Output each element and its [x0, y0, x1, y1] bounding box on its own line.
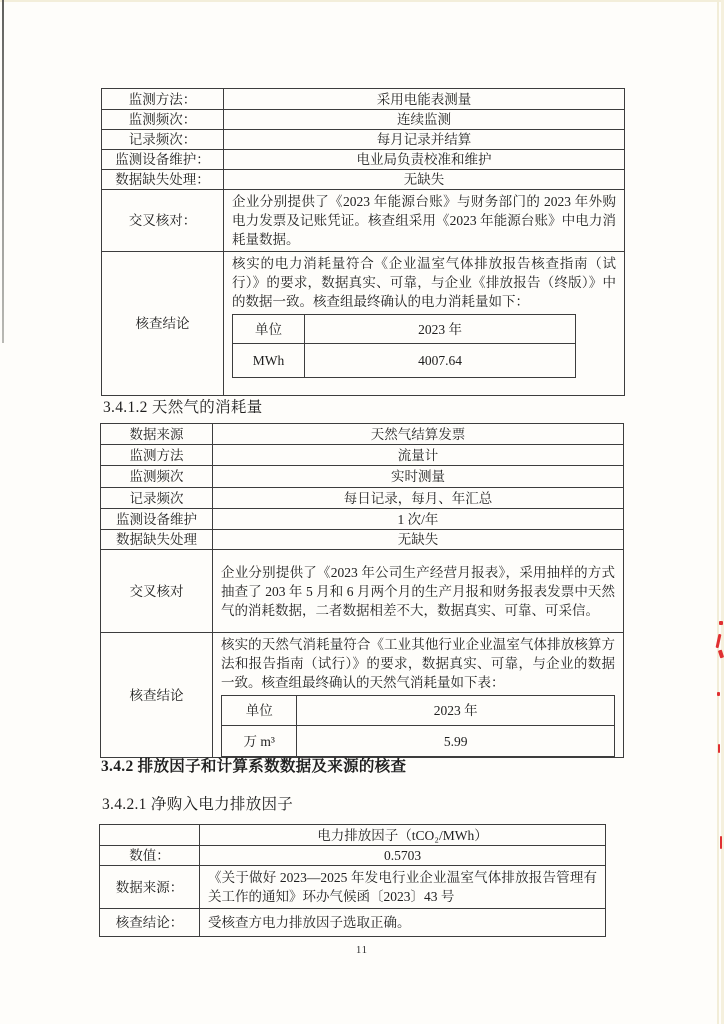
row-label: 交叉核对 [101, 550, 213, 633]
year-header: 2023 年 [297, 696, 615, 726]
table-row [101, 530, 624, 550]
row-label: 核查结论： [100, 909, 200, 937]
year-header: 2023 年 [305, 315, 576, 344]
conclusion-text: 核实的天然气消耗量符合《工业其他行业企业温室气体排放核算方法和报告指南（试行）》的要求，数据真实、可靠，与企业的数据一致。核查组最终确认的天然气消耗量如下表： [221, 637, 615, 690]
row-value: 实时测量 [213, 466, 624, 488]
page-number: 11 [355, 945, 369, 956]
red-ink-mark [717, 692, 720, 696]
row-label: 数据缺失处理 [101, 530, 213, 550]
cross-check-text: 企业分别提供了《2023 年公司生产经营月报表》，采用抽样的方式抽查了 203 年 5 月和 6 月两个月的生产月报和财务报表发票中天然气的消耗数据，二者数据相差不大，数据真实、可靠、可采信。 [213, 550, 624, 633]
row-label: 监测方法 [101, 445, 213, 466]
table-row [100, 866, 606, 909]
unit-header: 单位 [233, 315, 305, 344]
verification-conclusion-cell [224, 252, 625, 396]
row-label: 监测方法： [102, 89, 224, 110]
row-label: 核查结论 [102, 252, 224, 396]
amount-cell: 4007.64 [305, 344, 576, 378]
row-label: 监测频次： [102, 110, 224, 130]
row-label: 监测设备维护： [102, 150, 224, 170]
table-row [101, 424, 624, 445]
table-row [100, 825, 606, 846]
row-value: 每月记录并结算 [224, 130, 625, 150]
section-heading-natural-gas: 3.4.1.2 天然气的消耗量 [103, 399, 263, 416]
table-row [101, 466, 624, 488]
table-row [101, 445, 624, 466]
table-row [102, 170, 625, 190]
scan-line-left [2, 0, 4, 343]
row-label: 数据来源 [101, 424, 213, 445]
red-ink-mark [719, 621, 723, 625]
amount-cell: 5.99 [297, 726, 615, 757]
row-value: 每日记录，每月、年汇总 [213, 488, 624, 509]
row-value: 1 次/年 [213, 509, 624, 530]
conclusion-text: 受核查方电力排放因子选取正确。 [200, 909, 606, 937]
row-label: 记录频次： [102, 130, 224, 150]
verification-conclusion-cell [213, 633, 624, 758]
row-label: 核查结论 [101, 633, 213, 758]
factor-value: 0.5703 [200, 846, 606, 866]
scan-edge-top [0, 0, 724, 2]
table-row [222, 726, 615, 757]
empty-corner-cell [100, 825, 200, 846]
row-value: 流量计 [213, 445, 624, 466]
table-row [101, 633, 624, 758]
table-row [101, 488, 624, 509]
row-label: 交叉核对： [102, 190, 224, 252]
table-row [102, 150, 625, 170]
row-label: 数据来源： [100, 866, 200, 909]
table-row [101, 550, 624, 633]
unit-cell: 万 m³ [222, 726, 297, 757]
red-ink-mark [720, 836, 722, 849]
row-label: 记录频次 [101, 488, 213, 509]
table-row [102, 110, 625, 130]
table-row [233, 344, 576, 378]
conclusion-text: 核实的电力消耗量符合《企业温室气体排放报告核查指南（试行）》的要求，数据真实、可靠，与企业《排放报告（终版）》中的数据一致。核查组最终确认的电力消耗量如下： [232, 256, 616, 309]
section-heading-purchased-electricity: 3.4.2.1 净购入电力排放因子 [102, 796, 294, 813]
row-value: 连续监测 [224, 110, 625, 130]
row-label: 监测设备维护 [101, 509, 213, 530]
table-row [233, 315, 576, 344]
row-value: 电业局负责校准和维护 [224, 150, 625, 170]
table-row [102, 130, 625, 150]
red-ink-mark [718, 744, 720, 753]
data-source-text: 《关于做好 2023—2025 年发电行业企业温室气体排放报告管理有关工作的通知》环办气候函〔2023〕43 号 [200, 866, 606, 909]
gas-consumption-table [221, 695, 615, 757]
table-row [100, 909, 606, 937]
scan-edge-right-line [717, 0, 719, 1024]
factor-header: 电力排放因子（tCO₂/MWh） [200, 825, 606, 846]
row-value: 无缺失 [213, 530, 624, 550]
section-heading-emission-factors: 3.4.2 排放因子和计算系数数据及来源的核查 [101, 758, 407, 775]
table-row [102, 252, 625, 396]
unit-cell: MWh [233, 344, 305, 378]
natural-gas-monitoring-table [100, 423, 624, 758]
row-label: 数值： [100, 846, 200, 866]
table-row [102, 190, 625, 252]
table-row [102, 89, 625, 110]
emission-factor-table [99, 824, 606, 937]
electricity-monitoring-table [101, 88, 625, 396]
unit-header: 单位 [222, 696, 297, 726]
table-row [100, 846, 606, 866]
electricity-consumption-table [232, 314, 576, 378]
table-row [222, 696, 615, 726]
cross-check-text: 企业分别提供了《2023 年能源台账》与财务部门的 2023 年外购电力发票及记账凭证。核查组采用《2023 年能源台账》中电力消耗量数据。 [224, 190, 625, 252]
table-row [101, 509, 624, 530]
row-label: 数据缺失处理： [102, 170, 224, 190]
row-value: 无缺失 [224, 170, 625, 190]
row-value: 采用电能表测量 [224, 89, 625, 110]
row-label: 监测频次 [101, 466, 213, 488]
row-value: 天然气结算发票 [213, 424, 624, 445]
